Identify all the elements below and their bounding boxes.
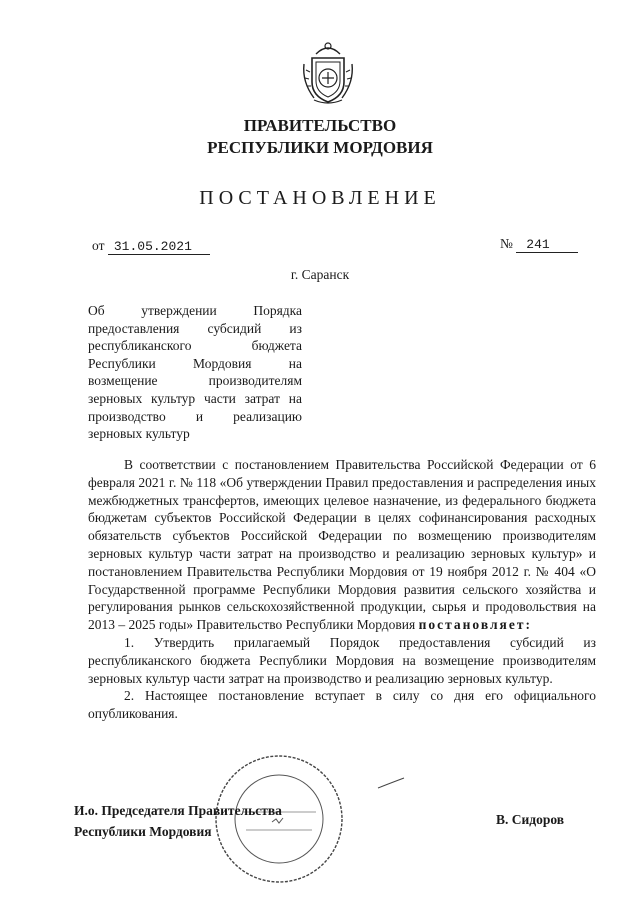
city: г. Саранск (290, 267, 350, 282)
number-prefix: № (500, 236, 513, 251)
date-value: 31.05.2021 (108, 239, 210, 255)
decree-date (92, 238, 210, 254)
number-value: 241 (516, 237, 577, 253)
body-item-2: 2. Настоящее постановление вступает в силу со дня его официального опубликования. (88, 688, 596, 722)
decree-body (88, 456, 596, 723)
government-title (0, 115, 640, 159)
preamble-text: В соответствии с постановлением Правительства Российской Федерации от 6 февраля 2021 г. № 118 «Об утверждении Правил предоставления и распределения иных межбюджетных трансфертов, имеющих целевое назначение, из федерального бюджета бюджетам субъектов Российской Федерации в целях софинансирования расходных обязательств субъектов Российской Федерации по возмещению производителям зерновых культур части затрат на производство и реализацию зерновых культур» и постановлением Правительства Республики Мордовия от 19 ноября 2012 г. № 404 «О Государственной программе Республики Мордовия развития сельского хозяйства и регулирования рынков сельскохозяйственной продукции, сырья и продовольствия на 2013 – 2025 годы» Правительство Республики Мордовия (88, 457, 596, 633)
decree-subject: Об утверждении Порядка предоставления субсидий из республиканского бюджета Республики Мордовия на возмещение производителям зерновых культур части затрат на производство и реализацию зерновых культур (88, 303, 302, 442)
decree-title: ПОСТАНОВЛЕНИЕ (199, 187, 441, 209)
signatory-position-line1: И.о. Председателя Правительства (74, 803, 282, 818)
signatory-name: В. Сидоров (496, 812, 565, 827)
government-title-line1: ПРАВИТЕЛЬСТВО (243, 116, 397, 135)
signatory-position (74, 800, 282, 842)
signature-mark (376, 776, 406, 790)
resolves-word: постановляет: (418, 617, 532, 633)
date-prefix: от (92, 238, 105, 253)
signatory-position-line2: Республики Мордовия (74, 824, 212, 839)
body-item-1: 1. Утвердить прилагаемый Порядок предоставления субсидий из республиканского бюджета Республики Мордовия на возмещение производителям зерновых культур части затрат на производство и реализацию зерновых культур. (88, 634, 596, 686)
decree-number (500, 236, 578, 252)
government-title-line2: РЕСПУБЛИКИ МОРДОВИЯ (207, 138, 433, 157)
coat-of-arms-emblem (300, 38, 356, 106)
body-preamble (88, 456, 596, 634)
